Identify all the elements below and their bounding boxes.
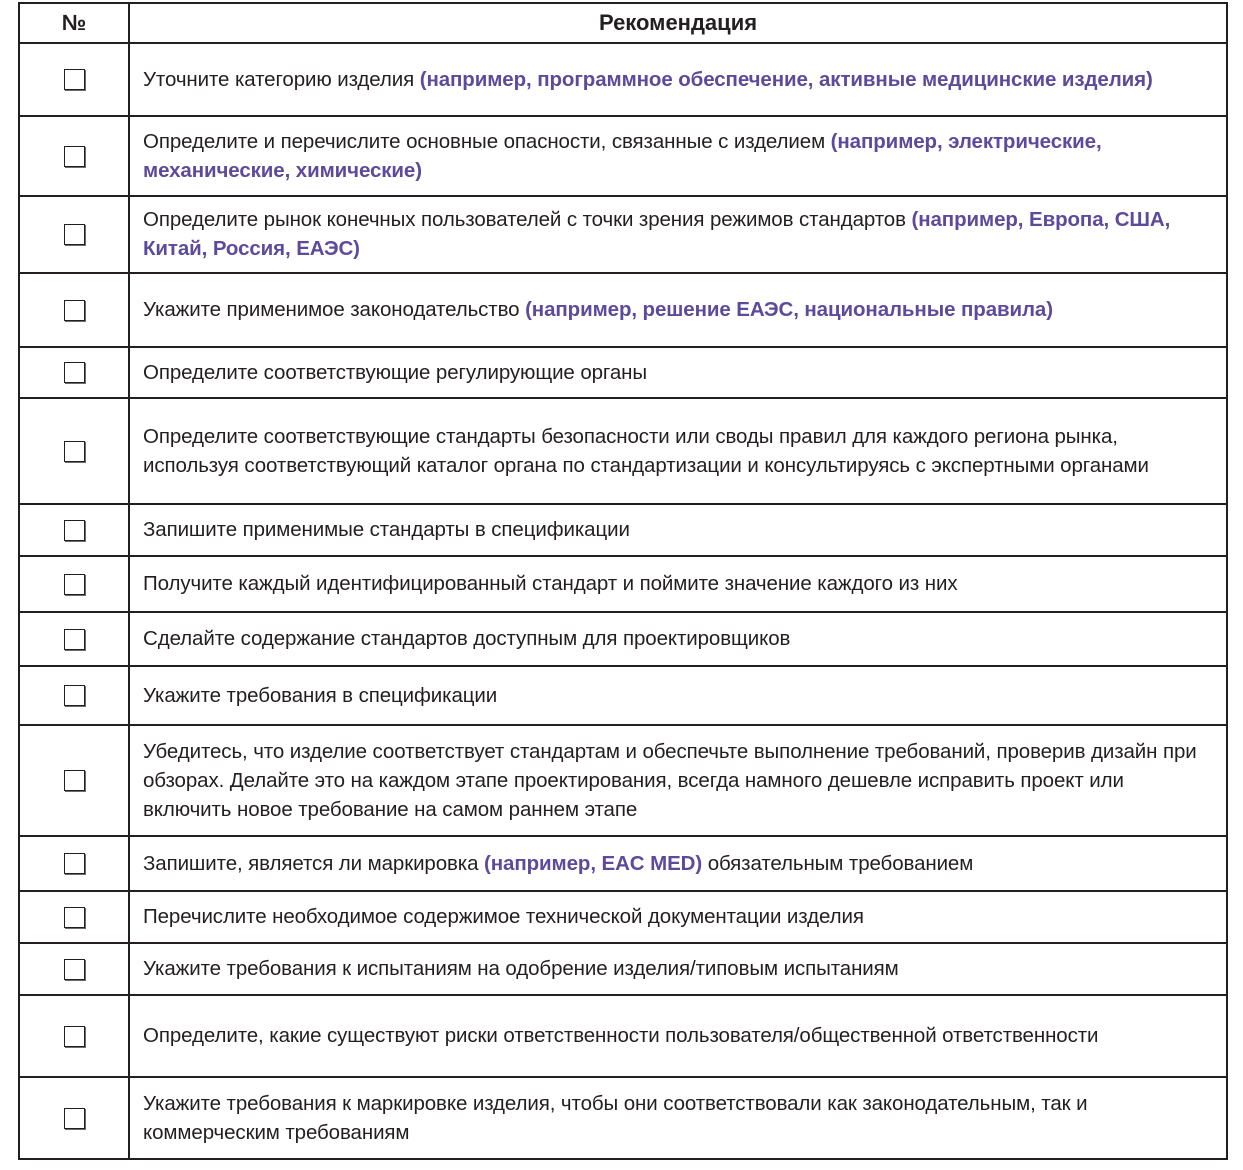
checkbox-cell xyxy=(19,943,129,995)
header-recommendation: Рекомендация xyxy=(129,3,1227,43)
recommendation-cell xyxy=(129,43,1227,116)
checkbox-cell xyxy=(19,116,129,196)
recommendation-text: Укажите требования к маркировке изделия, чтобы они соответствовали как законодательным, так и коммерческим требованиям xyxy=(143,1091,1088,1144)
recommendation-cell xyxy=(129,612,1227,666)
table-header-row xyxy=(19,3,1227,43)
table-row xyxy=(19,504,1227,556)
recommendation-cell xyxy=(129,836,1227,891)
checkbox-cell xyxy=(19,398,129,504)
recommendation-text: Запишите, является ли маркировка xyxy=(143,851,485,875)
checkbox-icon[interactable] xyxy=(64,959,85,980)
checkbox-icon[interactable] xyxy=(64,362,85,383)
recommendation-cell xyxy=(129,196,1227,273)
recommendation-text: Определите и перечислите основные опасности, связанные с изделием xyxy=(143,129,831,153)
recommendation-text: Определите, какие существуют риски ответственности пользователя/общественной ответственности xyxy=(143,1024,1099,1047)
recommendation-text: Определите рынок конечных пользователей с точки зрения режимов стандартов xyxy=(143,208,912,231)
checkbox-icon[interactable] xyxy=(64,1108,85,1129)
table-row xyxy=(19,891,1227,943)
table-row xyxy=(19,347,1227,398)
recommendation-cell xyxy=(129,725,1227,836)
table-row xyxy=(19,116,1227,196)
recommendation-cell xyxy=(129,666,1227,725)
example-highlight: (например, электрические, механические, химические) xyxy=(143,129,1102,182)
recommendation-text: Определите соответствующие стандарты безопасности или своды правил для каждого региона рынка, используя соответствующий каталог органа по стандартизации и консультируясь с экспертными органами xyxy=(143,424,1149,477)
recommendation-cell xyxy=(129,504,1227,556)
table-row xyxy=(19,995,1227,1077)
checkbox-cell xyxy=(19,504,129,556)
recommendation-text: Определите соответствующие регулирующие органы xyxy=(143,360,648,384)
checkbox-cell xyxy=(19,666,129,725)
checkbox-icon[interactable] xyxy=(64,574,85,595)
checkbox-cell xyxy=(19,995,129,1077)
recommendation-cell xyxy=(129,116,1227,196)
checkbox-cell xyxy=(19,556,129,612)
table-row xyxy=(19,612,1227,666)
table-body xyxy=(19,43,1227,1159)
recommendation-text: Укажите требования к испытаниям на одобрение изделия/типовым испытаниям xyxy=(143,957,899,980)
example-highlight: (например, Европа, США, Китай, Россия, ЕАЭС) xyxy=(143,208,1171,260)
checkbox-cell xyxy=(19,836,129,891)
recommendation-cell xyxy=(129,891,1227,943)
checkbox-icon[interactable] xyxy=(64,853,85,874)
table-row xyxy=(19,943,1227,995)
checkbox-icon[interactable] xyxy=(64,146,85,167)
recommendation-text: Укажите применимое законодательство xyxy=(143,298,526,321)
checkbox-icon[interactable] xyxy=(64,685,85,706)
recommendation-text: Получите каждый идентифицированный стандарт и поймите значение каждого из них xyxy=(143,572,958,595)
recommendation-suffix: обязательным требованием xyxy=(702,851,974,875)
checkbox-icon[interactable] xyxy=(64,69,85,90)
table-row xyxy=(19,556,1227,612)
example-highlight: (например, программное обеспечение, активные медицинские изделия) xyxy=(419,67,1153,91)
recommendation-text: Перечислите необходимое содержимое технической документации изделия xyxy=(143,905,864,928)
checkbox-icon[interactable] xyxy=(64,224,85,245)
recommendation-cell xyxy=(129,995,1227,1077)
checkbox-icon[interactable] xyxy=(64,520,85,541)
table-row xyxy=(19,836,1227,891)
checkbox-cell xyxy=(19,273,129,347)
example-highlight: (например, EAC MED) xyxy=(484,851,703,875)
recommendation-cell xyxy=(129,398,1227,504)
checkbox-cell xyxy=(19,612,129,666)
table-row xyxy=(19,196,1227,273)
recommendation-text: Уточните категорию изделия xyxy=(143,67,420,91)
recommendation-cell xyxy=(129,943,1227,995)
example-highlight: (например, решение ЕАЭС, национальные правила) xyxy=(525,298,1053,321)
table-row xyxy=(19,398,1227,504)
table-row xyxy=(19,725,1227,836)
recommendation-text: Сделайте содержание стандартов доступным для проектировщиков xyxy=(143,627,791,650)
recommendation-cell xyxy=(129,556,1227,612)
recommendation-cell xyxy=(129,1077,1227,1159)
recommendation-text: Убедитесь, что изделие соответствует стандартам и обеспечьте выполнение требований, проверив дизайн при обзорах. Делайте это на каждом этапе проектирования, всегда намного дешевле исправить проект или включить новое требование на самом раннем этапе xyxy=(143,739,1197,821)
recommendation-text: Запишите применимые стандарты в спецификации xyxy=(143,518,630,541)
table-row xyxy=(19,666,1227,725)
checkbox-icon[interactable] xyxy=(64,1026,85,1047)
table-row xyxy=(19,273,1227,347)
checkbox-icon[interactable] xyxy=(64,907,85,928)
table-row xyxy=(19,1077,1227,1159)
checkbox-icon[interactable] xyxy=(64,300,85,321)
table-row xyxy=(19,43,1227,116)
checkbox-cell xyxy=(19,891,129,943)
checkbox-cell xyxy=(19,347,129,398)
checkbox-cell xyxy=(19,43,129,116)
checkbox-icon[interactable] xyxy=(64,629,85,650)
checkbox-cell xyxy=(19,1077,129,1159)
checkbox-icon[interactable] xyxy=(64,770,85,791)
recommendations-checklist-table xyxy=(18,2,1228,1160)
header-number: № xyxy=(19,3,129,43)
checkbox-cell xyxy=(19,725,129,836)
checkbox-cell xyxy=(19,196,129,273)
checkbox-icon[interactable] xyxy=(64,441,85,462)
recommendation-text: Укажите требования в спецификации xyxy=(143,683,498,707)
recommendation-cell xyxy=(129,273,1227,347)
recommendation-cell xyxy=(129,347,1227,398)
